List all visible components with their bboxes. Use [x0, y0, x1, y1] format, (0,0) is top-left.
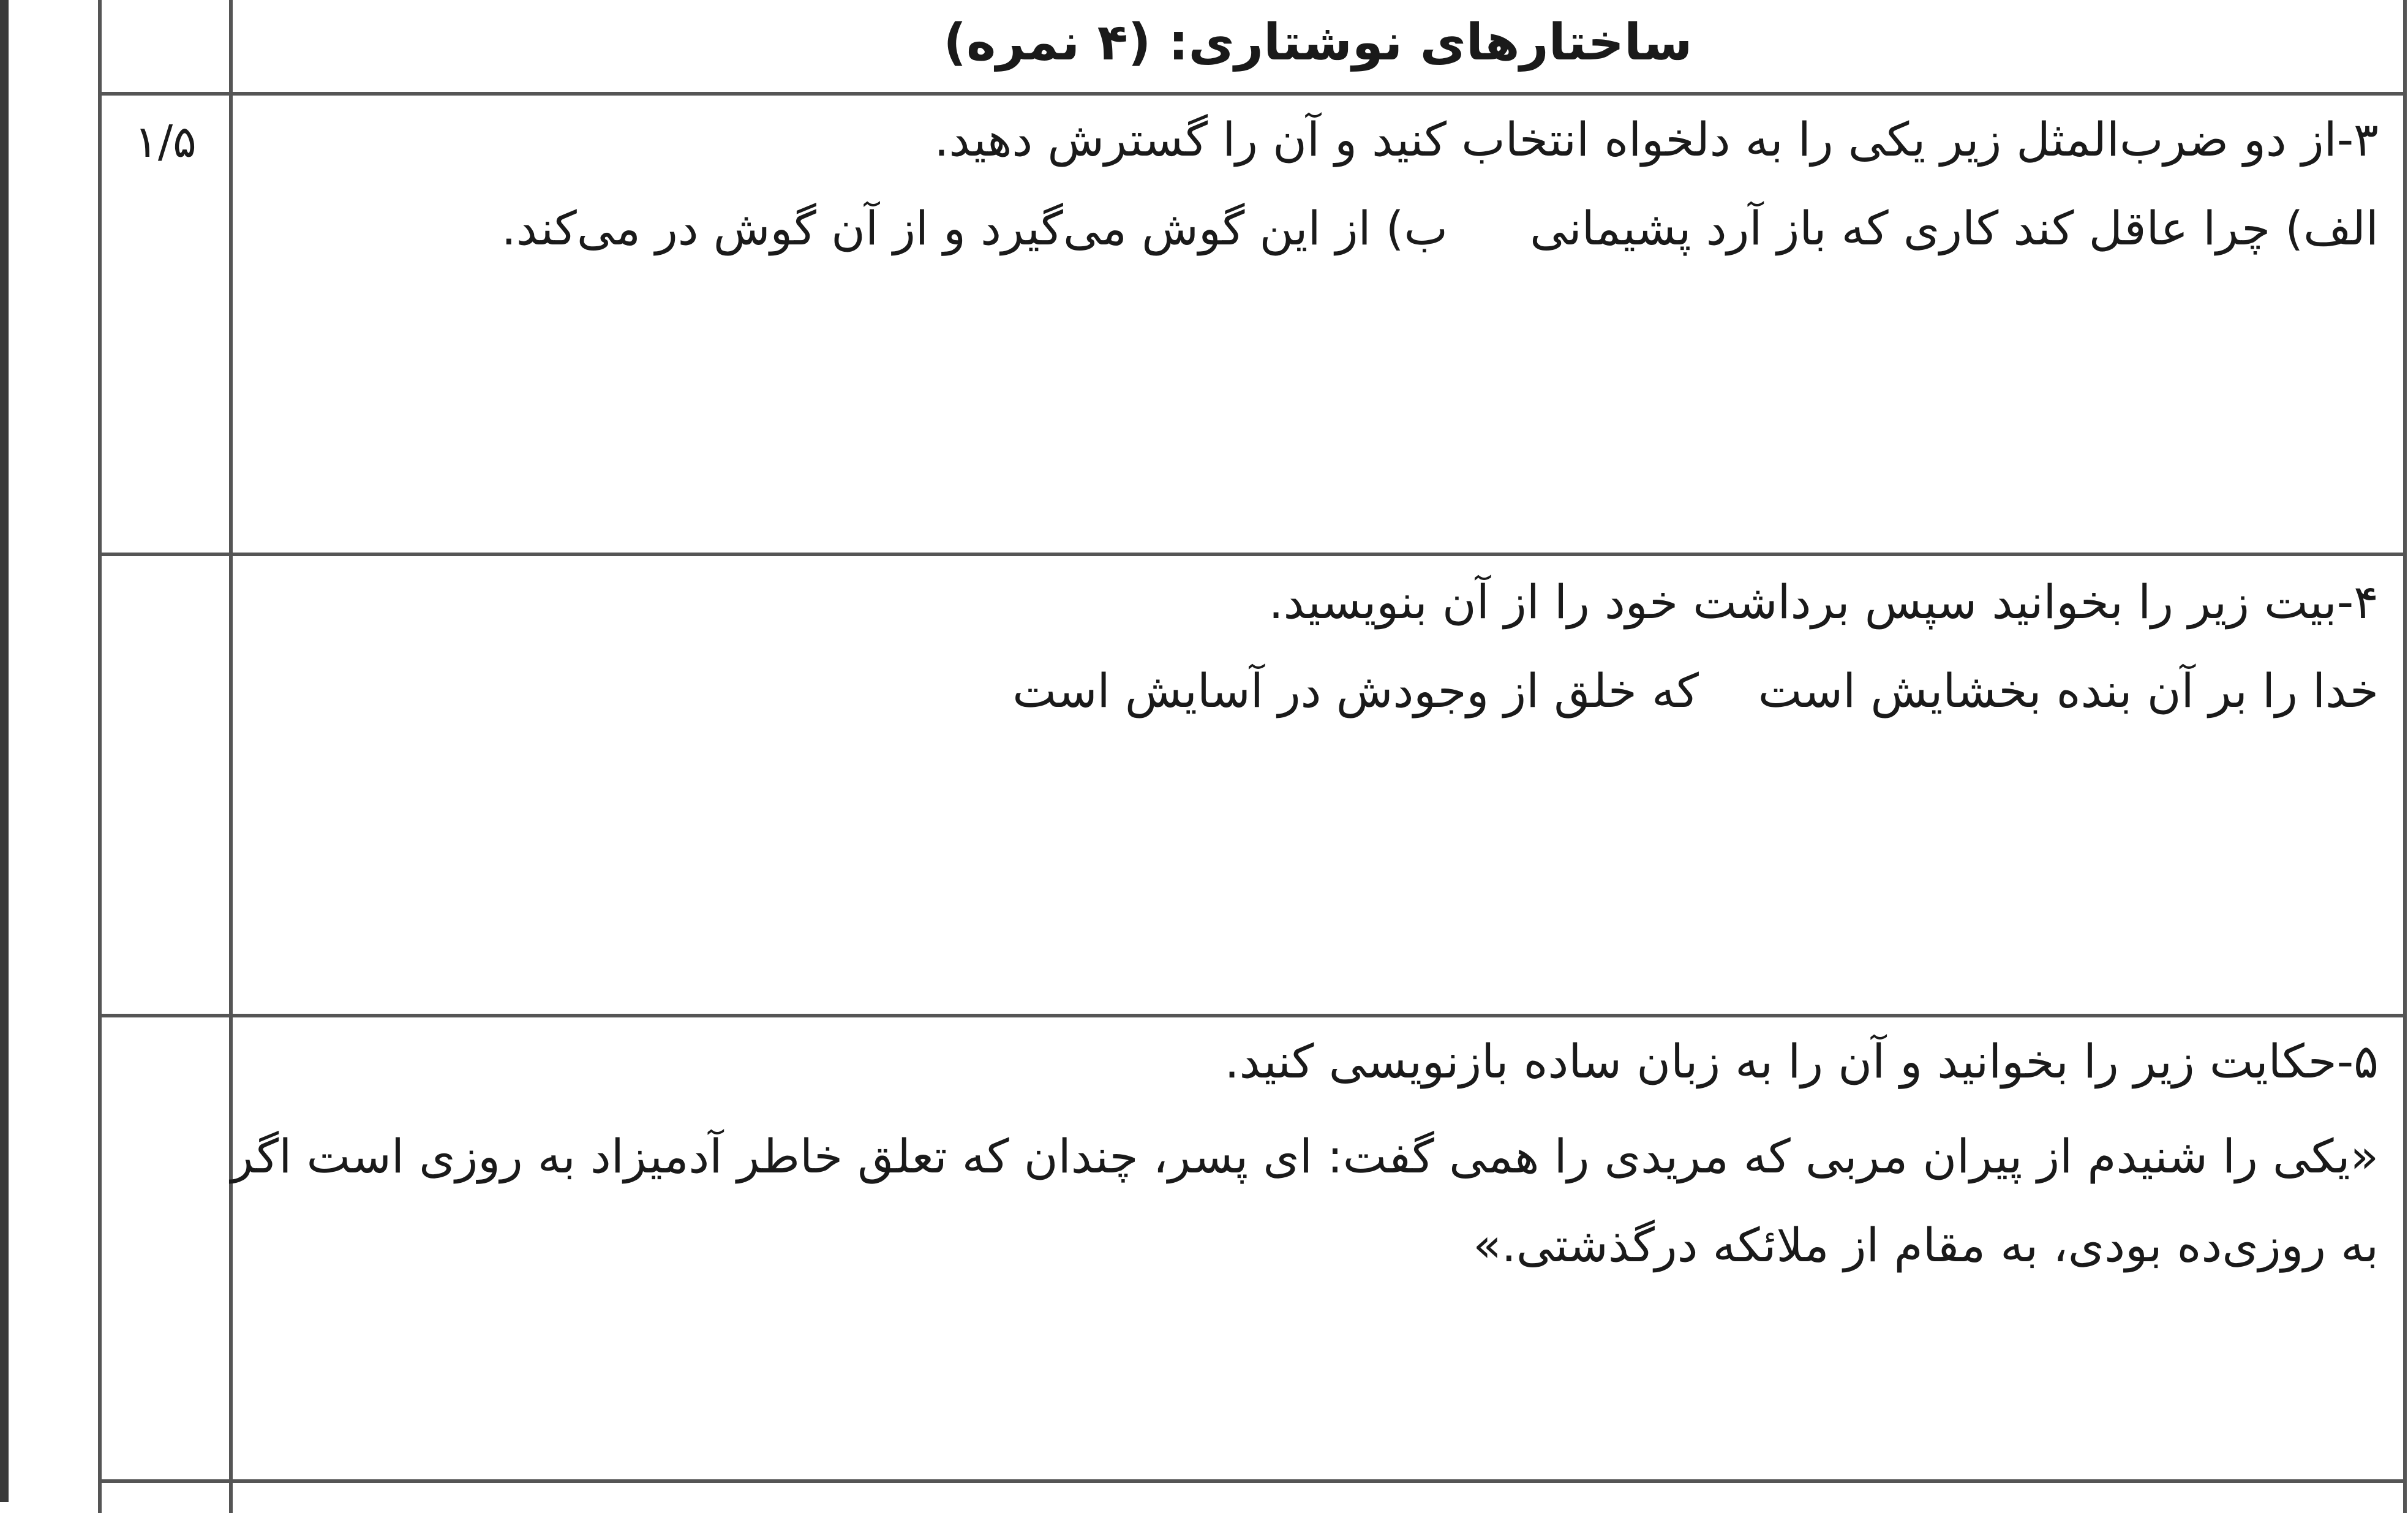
question-5-prompt: ۵-حکایت زیر را بخوانید و آن را به زبان ساده بازنویسی کنید.	[1224, 1034, 2379, 1089]
verse-first-half: خدا را بر آن بنده بخشایش است	[1758, 663, 2379, 718]
exam-table	[98, 0, 2407, 1513]
row-divider	[102, 92, 2403, 96]
verse-second-half: که خلق از وجودش در آسایش است	[1012, 663, 1699, 718]
story-line-2: به روزی‌ده بودی، به مقام از ملائکه درگذشتی.»	[1473, 1218, 2379, 1272]
question-4-prompt: ۴-بیت زیر را بخوانید سپس برداشت خود را از آن بنویسید.	[1268, 575, 2379, 629]
row-divider	[102, 1479, 2403, 1483]
row-divider	[102, 1014, 2403, 1017]
story-line-1: «یکی را شنیدم از پیران مربی که مریدی را همی گفت: ای پسر، چندان که تعلق خاطر آدمیزاد به روزی است اگر	[231, 1129, 2379, 1183]
question-3-prompt: ۳-از دو ضرب‌المثل زیر یکی را به دلخواه انتخاب کنید و آن را گسترش دهید.	[934, 112, 2379, 167]
question-3-score: ۱/۵	[134, 116, 197, 167]
row-divider	[102, 553, 2403, 556]
section-heading: ساختارهای نوشتاری: (۴ نمره)	[943, 13, 1693, 72]
question-3-option-a: الف) چرا عاقل کند کاری که باز آرد پشیمانی	[1530, 201, 2379, 255]
question-3-option-b: ب) از این گوش می‌گیرد و از آن گوش در می‌کند.	[501, 201, 1448, 255]
page-edge	[0, 0, 9, 1502]
score-column-divider	[229, 0, 233, 1513]
